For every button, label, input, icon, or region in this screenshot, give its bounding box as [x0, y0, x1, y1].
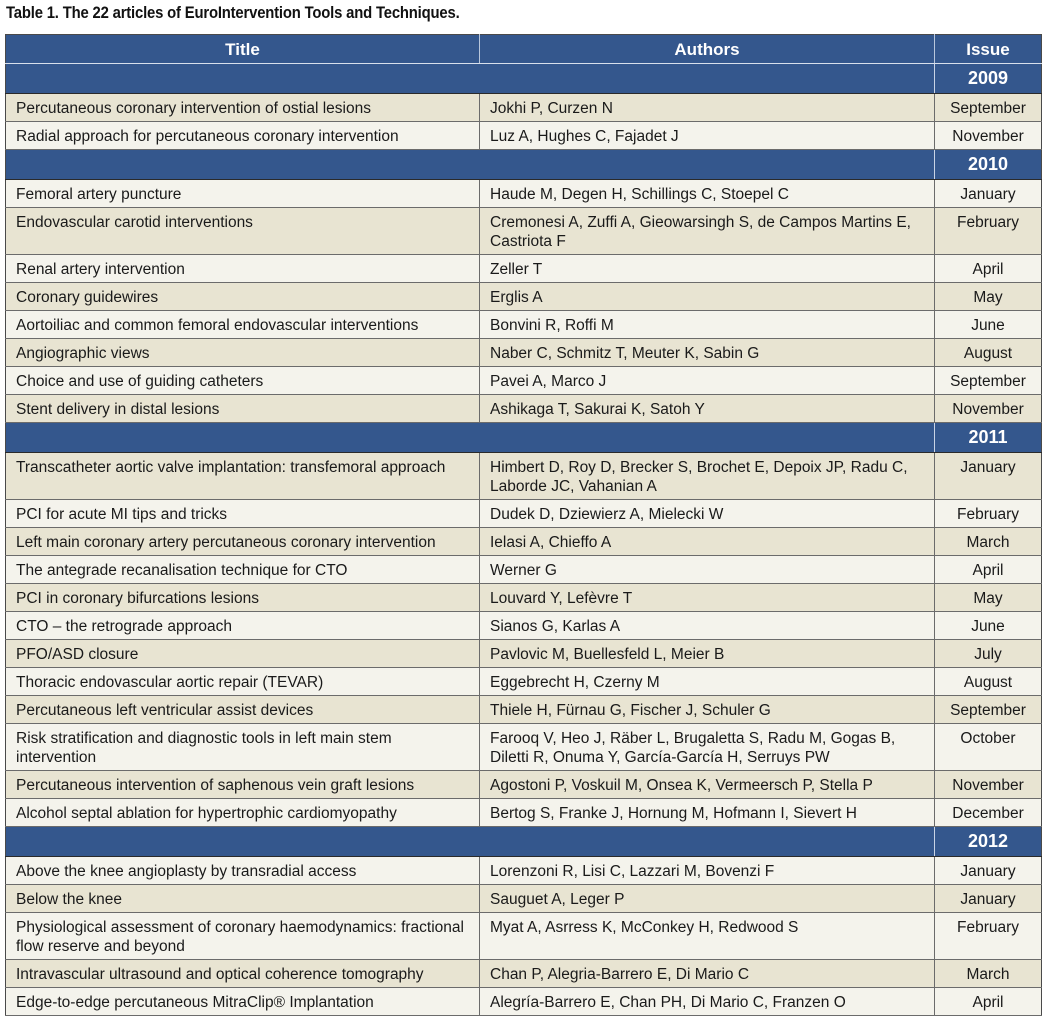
issue-cell: February [935, 500, 1042, 528]
table-row [6, 283, 1042, 311]
issue-cell: February [935, 913, 1042, 960]
issue-cell: March [935, 528, 1042, 556]
title-cell: Coronary guidewires [6, 283, 480, 311]
title-cell: Alcohol septal ablation for hypertrophic cardiomyopathy [6, 799, 480, 827]
authors-cell: Sauguet A, Leger P [480, 885, 935, 913]
issue-cell: January [935, 180, 1042, 208]
authors-cell: Dudek D, Dziewierz A, Mielecki W [480, 500, 935, 528]
title-cell: Risk stratification and diagnostic tools in left main stem intervention [6, 724, 480, 771]
column-header-issue: Issue [935, 35, 1042, 64]
title-cell: Left main coronary artery percutaneous coronary intervention [6, 528, 480, 556]
authors-cell: Farooq V, Heo J, Räber L, Brugaletta S, Radu M, Gogas B, Diletti R, Onuma Y, García-García H, Serruys PW [480, 724, 935, 771]
authors-cell: Himbert D, Roy D, Brecker S, Brochet E, Depoix JP, Radu C, Laborde JC, Vahanian A [480, 453, 935, 500]
table-row [6, 668, 1042, 696]
year-row [6, 64, 1042, 94]
authors-cell: Pavei A, Marco J [480, 367, 935, 395]
year-row-spacer [6, 423, 935, 453]
year-row [6, 827, 1042, 857]
table-row [6, 771, 1042, 799]
issue-cell: August [935, 339, 1042, 367]
authors-cell: Lorenzoni R, Lisi C, Lazzari M, Bovenzi F [480, 857, 935, 885]
year-label: 2009 [935, 64, 1042, 94]
table-row [6, 208, 1042, 255]
title-cell: Endovascular carotid interventions [6, 208, 480, 255]
table-row [6, 528, 1042, 556]
title-cell: Physiological assessment of coronary haemodynamics: fractional flow reserve and beyond [6, 913, 480, 960]
table-row [6, 913, 1042, 960]
table-row [6, 988, 1042, 1016]
issue-cell: November [935, 122, 1042, 150]
authors-cell: Pavlovic M, Buellesfeld L, Meier B [480, 640, 935, 668]
authors-cell: Thiele H, Fürnau G, Fischer J, Schuler G [480, 696, 935, 724]
table-row [6, 857, 1042, 885]
title-cell: Percutaneous left ventricular assist devices [6, 696, 480, 724]
authors-cell: Eggebrecht H, Czerny M [480, 668, 935, 696]
authors-cell: Haude M, Degen H, Schillings C, Stoepel C [480, 180, 935, 208]
authors-cell: Agostoni P, Voskuil M, Onsea K, Vermeersch P, Stella P [480, 771, 935, 799]
authors-cell: Jokhi P, Curzen N [480, 94, 935, 122]
table-row [6, 960, 1042, 988]
title-cell: CTO – the retrograde approach [6, 612, 480, 640]
issue-cell: March [935, 960, 1042, 988]
table-row [6, 799, 1042, 827]
table-row [6, 255, 1042, 283]
title-cell: Below the knee [6, 885, 480, 913]
issue-cell: September [935, 367, 1042, 395]
authors-cell: Bertog S, Franke J, Hornung M, Hofmann I, Sievert H [480, 799, 935, 827]
title-cell: PCI for acute MI tips and tricks [6, 500, 480, 528]
issue-cell: July [935, 640, 1042, 668]
title-cell: Choice and use of guiding catheters [6, 367, 480, 395]
table-caption: Table 1. The 22 articles of EuroIntervention Tools and Techniques. [6, 4, 460, 22]
title-cell: PFO/ASD closure [6, 640, 480, 668]
table-row [6, 453, 1042, 500]
title-cell: Radial approach for percutaneous coronary intervention [6, 122, 480, 150]
authors-cell: Luz A, Hughes C, Fajadet J [480, 122, 935, 150]
table-row [6, 556, 1042, 584]
table-row [6, 122, 1042, 150]
authors-cell: Myat A, Asrress K, McConkey H, Redwood S [480, 913, 935, 960]
title-cell: Femoral artery puncture [6, 180, 480, 208]
table-row [6, 612, 1042, 640]
table-row [6, 367, 1042, 395]
title-cell: Renal artery intervention [6, 255, 480, 283]
issue-cell: April [935, 988, 1042, 1016]
title-cell: The antegrade recanalisation technique for CTO [6, 556, 480, 584]
issue-cell: May [935, 283, 1042, 311]
issue-cell: September [935, 94, 1042, 122]
column-header-title: Title [6, 35, 480, 64]
authors-cell: Ielasi A, Chieffo A [480, 528, 935, 556]
title-cell: Thoracic endovascular aortic repair (TEVAR) [6, 668, 480, 696]
issue-cell: May [935, 584, 1042, 612]
year-row [6, 150, 1042, 180]
table-row [6, 311, 1042, 339]
column-header-authors: Authors [480, 35, 935, 64]
table-row [6, 94, 1042, 122]
title-cell: Percutaneous coronary intervention of ostial lesions [6, 94, 480, 122]
authors-cell: Werner G [480, 556, 935, 584]
authors-cell: Naber C, Schmitz T, Meuter K, Sabin G [480, 339, 935, 367]
title-cell: Stent delivery in distal lesions [6, 395, 480, 423]
authors-cell: Zeller T [480, 255, 935, 283]
table-row [6, 395, 1042, 423]
header-row [6, 35, 1042, 64]
title-cell: PCI in coronary bifurcations lesions [6, 584, 480, 612]
issue-cell: January [935, 885, 1042, 913]
issue-cell: April [935, 255, 1042, 283]
title-cell: Intravascular ultrasound and optical coherence tomography [6, 960, 480, 988]
issue-cell: June [935, 612, 1042, 640]
issue-cell: January [935, 453, 1042, 500]
table-row [6, 640, 1042, 668]
table-row [6, 339, 1042, 367]
authors-cell: Bonvini R, Roffi M [480, 311, 935, 339]
table-row [6, 724, 1042, 771]
issue-cell: January [935, 857, 1042, 885]
year-label: 2011 [935, 423, 1042, 453]
title-cell: Aortoiliac and common femoral endovascular interventions [6, 311, 480, 339]
table-row [6, 696, 1042, 724]
issue-cell: November [935, 395, 1042, 423]
authors-cell: Cremonesi A, Zuffi A, Gieowarsingh S, de Campos Martins E, Castriota F [480, 208, 935, 255]
issue-cell: February [935, 208, 1042, 255]
authors-cell: Erglis A [480, 283, 935, 311]
authors-cell: Ashikaga T, Sakurai K, Satoh Y [480, 395, 935, 423]
authors-cell: Sianos G, Karlas A [480, 612, 935, 640]
issue-cell: October [935, 724, 1042, 771]
table-row [6, 584, 1042, 612]
issue-cell: June [935, 311, 1042, 339]
year-label: 2010 [935, 150, 1042, 180]
table-row [6, 180, 1042, 208]
title-cell: Above the knee angioplasty by transradial access [6, 857, 480, 885]
year-row-spacer [6, 150, 935, 180]
issue-cell: September [935, 696, 1042, 724]
issue-cell: August [935, 668, 1042, 696]
articles-table [5, 34, 1042, 1016]
table-row [6, 885, 1042, 913]
year-row-spacer [6, 827, 935, 857]
issue-cell: April [935, 556, 1042, 584]
year-label: 2012 [935, 827, 1042, 857]
title-cell: Angiographic views [6, 339, 480, 367]
year-row [6, 423, 1042, 453]
year-row-spacer [6, 64, 935, 94]
title-cell: Edge-to-edge percutaneous MitraClip® Implantation [6, 988, 480, 1016]
issue-cell: November [935, 771, 1042, 799]
authors-cell: Alegría-Barrero E, Chan PH, Di Mario C, Franzen O [480, 988, 935, 1016]
authors-cell: Louvard Y, Lefèvre T [480, 584, 935, 612]
title-cell: Transcatheter aortic valve implantation: transfemoral approach [6, 453, 480, 500]
title-cell: Percutaneous intervention of saphenous vein graft lesions [6, 771, 480, 799]
table-body [6, 64, 1042, 1016]
issue-cell: December [935, 799, 1042, 827]
table-row [6, 500, 1042, 528]
authors-cell: Chan P, Alegria-Barrero E, Di Mario C [480, 960, 935, 988]
